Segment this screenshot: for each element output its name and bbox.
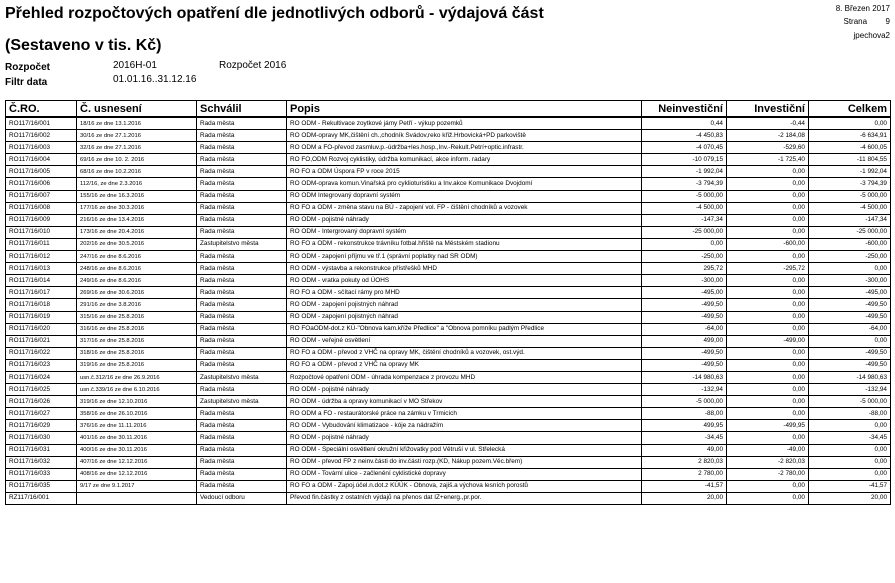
approved-by-cell: Rada města [197, 468, 287, 480]
ro-number-cell: RO117/16/026 [6, 396, 77, 408]
resolution-cell: 177/16 ze dne 30.3.2016 [77, 202, 197, 214]
non-investment-cell: 2 780,00 [642, 468, 727, 480]
table-row [6, 287, 891, 299]
total-cell: -600,00 [809, 238, 891, 250]
total-cell: -499,50 [809, 311, 891, 323]
ro-number-cell: RO117/16/035 [6, 480, 77, 492]
table-row [6, 214, 891, 226]
approved-by-cell: Rada města [197, 359, 287, 371]
description-cell: RO ODM - Vybudování klimatizace - kóje za nádražím [287, 420, 642, 432]
investment-cell: -2 820,03 [727, 456, 809, 468]
non-investment-cell: -64,00 [642, 323, 727, 335]
table-row [6, 480, 891, 492]
total-cell: -3 794,39 [809, 178, 891, 190]
investment-cell: 0,00 [727, 287, 809, 299]
ro-number-cell: RO117/16/031 [6, 444, 77, 456]
non-investment-cell: -4 450,83 [642, 130, 727, 142]
ro-number-cell: RO117/16/018 [6, 299, 77, 311]
col-header-resolution: Č. usnesení [77, 101, 197, 118]
non-investment-cell: -10 079,15 [642, 154, 727, 166]
resolution-cell: 291/16 ze dne 3.8.2016 [77, 299, 197, 311]
approved-by-cell: Rada města [197, 432, 287, 444]
investment-cell: -499,00 [727, 335, 809, 347]
table-row [6, 468, 891, 480]
table-row [6, 456, 891, 468]
resolution-cell: 401/16 ze dne 30.11.2016 [77, 432, 197, 444]
table-row [6, 335, 891, 347]
total-cell: -5 000,00 [809, 190, 891, 202]
resolution-cell: 400/16 ze dne 30.11.2016 [77, 444, 197, 456]
col-header-total: Celkem [809, 101, 891, 118]
description-cell: RO FO a ODM - Zapoj.účel.n.dot.z KÚÚK - Obnova, zajiš.a výchova lesních porostů [287, 480, 642, 492]
non-investment-cell: -14 980,63 [642, 371, 727, 383]
description-cell: RO ODM a FO-převod zasmluv.p.-údržba+les.hosp.,Inv.-Rekult.Petrí+optic.infrastr. [287, 142, 642, 154]
resolution-cell: 408/16 ze dne 12.12.2016 [77, 468, 197, 480]
description-cell: RO ODM a FO - restaurátorské práce na zámku v Trmicích [287, 408, 642, 420]
approved-by-cell: Rada města [197, 408, 287, 420]
resolution-cell: 68/16 ze dne 10.2.2016 [77, 166, 197, 178]
investment-cell: 0,00 [727, 311, 809, 323]
ro-number-cell: RO117/16/009 [6, 214, 77, 226]
table-row [6, 384, 891, 396]
col-header-approved-by: Schválil [197, 101, 287, 118]
investment-cell: 0,00 [727, 299, 809, 311]
approved-by-cell: Rada města [197, 190, 287, 202]
non-investment-cell: -132,94 [642, 384, 727, 396]
investment-cell: -295,72 [727, 263, 809, 275]
table-row [6, 130, 891, 142]
investment-cell: 0,00 [727, 251, 809, 263]
non-investment-cell: -499,50 [642, 347, 727, 359]
description-cell: RO ODM - výstavba a rekonstrukce přístřešků MHD [287, 263, 642, 275]
resolution-cell: 319/16 ze dne 25.8.2016 [77, 359, 197, 371]
description-cell: RO FO a ODM - rekonstrukce trávníku fotbal.hřiště na Městském stadionu [287, 238, 642, 250]
total-cell: -250,00 [809, 251, 891, 263]
approved-by-cell: Rada města [197, 251, 287, 263]
ro-number-cell: RO117/16/027 [6, 408, 77, 420]
non-investment-cell: 499,95 [642, 420, 727, 432]
total-cell: -6 634,91 [809, 130, 891, 142]
non-investment-cell: -41,57 [642, 480, 727, 492]
resolution-cell: 376/16 ze dne 11.11.2016 [77, 420, 197, 432]
ro-number-cell: RZ117/16/001 [6, 492, 77, 504]
description-cell: RO ODM - zapojení pojistných náhrad [287, 299, 642, 311]
total-cell: -4 600,05 [809, 142, 891, 154]
report-title: Přehled rozpočtových opatření dle jednotlivých odborů - výdajová část [5, 5, 544, 22]
investment-cell: -600,00 [727, 238, 809, 250]
description-cell: RO ODM - zapojení pojistných náhrad [287, 311, 642, 323]
investment-cell: 0,00 [727, 371, 809, 383]
total-cell: -34,45 [809, 432, 891, 444]
page-label: Strana [843, 17, 868, 26]
investment-cell: 0,00 [727, 432, 809, 444]
table-row [6, 408, 891, 420]
total-cell: -5 000,00 [809, 396, 891, 408]
table-row [6, 202, 891, 214]
approved-by-cell: Zastupitelstvo města [197, 371, 287, 383]
non-investment-cell: -25 000,00 [642, 226, 727, 238]
ro-number-cell: RO117/16/001 [6, 117, 77, 130]
description-cell: RO FOaODM-dot.z KÚ-"Obnova kam.kříže Předlice" a "Obnova pomníku padlým Předlice [287, 323, 642, 335]
resolution-cell: 316/16 ze dne 25.8.2016 [77, 323, 197, 335]
non-investment-cell: 20,00 [642, 492, 727, 504]
approved-by-cell: Rada města [197, 226, 287, 238]
table-row [6, 432, 891, 444]
table-row [6, 347, 891, 359]
description-cell: RO FO,ODM Rozvoj cyklistiky, údržba komunikací, akce inform. radary [287, 154, 642, 166]
resolution-cell: 315/16 ze dne 25.8.2016 [77, 311, 197, 323]
table-header-row [6, 101, 891, 118]
ro-number-cell: RO117/16/003 [6, 142, 77, 154]
total-cell: -14 980,63 [809, 371, 891, 383]
description-cell: RO ODM - pojistné náhrady [287, 384, 642, 396]
ro-number-cell: RO117/16/024 [6, 371, 77, 383]
ro-number-cell: RO117/16/014 [6, 275, 77, 287]
approved-by-cell: Rada města [197, 142, 287, 154]
ro-number-cell: RO117/16/006 [6, 178, 77, 190]
resolution-cell: 155/16 ze dne 16.3.2016 [77, 190, 197, 202]
approved-by-cell: Rada města [197, 335, 287, 347]
investment-cell: 0,00 [727, 226, 809, 238]
approved-by-cell: Rada města [197, 299, 287, 311]
report-date: 8. Březen 2017 [835, 4, 890, 13]
non-investment-cell: -5 000,00 [642, 396, 727, 408]
table-row [6, 311, 891, 323]
approved-by-cell: Rada města [197, 420, 287, 432]
description-cell: RO ODM-opravy MK,čištění ch.,chodník Svádov,reko křiž.Hrbovická+PD parkoviště [287, 130, 642, 142]
investment-cell: -49,00 [727, 444, 809, 456]
non-investment-cell: -1 992,04 [642, 166, 727, 178]
page-number: 9 [885, 17, 890, 26]
total-cell: 0,00 [809, 420, 891, 432]
ro-number-cell: RO117/16/012 [6, 251, 77, 263]
table-row [6, 323, 891, 335]
ro-number-cell: RO117/16/033 [6, 468, 77, 480]
ro-number-cell: RO117/16/011 [6, 238, 77, 250]
non-investment-cell: -4 500,00 [642, 202, 727, 214]
table-row [6, 142, 891, 154]
investment-cell: 0,00 [727, 190, 809, 202]
approved-by-cell: Rada města [197, 311, 287, 323]
table-row [6, 371, 891, 383]
investment-cell: 0,00 [727, 480, 809, 492]
approved-by-cell: Rada města [197, 347, 287, 359]
approved-by-cell: Rada města [197, 323, 287, 335]
col-header-investment: Investiční [727, 101, 809, 118]
total-cell: 0,00 [809, 444, 891, 456]
table-row [6, 166, 891, 178]
approved-by-cell: Zastupitelstvo města [197, 396, 287, 408]
resolution-cell: usn.č.312/16 ze dne 26.9.2016 [77, 371, 197, 383]
ro-number-cell: RO117/16/004 [6, 154, 77, 166]
total-cell: -495,00 [809, 287, 891, 299]
table-row [6, 190, 891, 202]
investment-cell: 0,00 [727, 384, 809, 396]
approved-by-cell: Rada města [197, 444, 287, 456]
investment-cell: -499,95 [727, 420, 809, 432]
budget-label: Rozpočet [5, 62, 50, 73]
table-row [6, 154, 891, 166]
ro-number-cell: RO117/16/022 [6, 347, 77, 359]
description-cell: RO ODM - převod FP z neinv.části do inv.části rozp.(KD, Nákup pozem.Věc.břem) [287, 456, 642, 468]
description-cell: RO ODM - pojistné náhrady [287, 432, 642, 444]
ro-number-cell: RO117/16/010 [6, 226, 77, 238]
approved-by-cell: Rada města [197, 154, 287, 166]
approved-by-cell: Rada města [197, 202, 287, 214]
description-cell: RO ODM - veřejné osvětlení [287, 335, 642, 347]
description-cell: RO ODM-oprava komun.Vinařská pro cyklioturistiku a Inv.akce Komunikace Dvojdomí [287, 178, 642, 190]
description-cell: Rozpočtové opatření ODM - úhrada kompenzace z provozu MHD [287, 371, 642, 383]
resolution-cell: 30/16 ze dne 27.1.2016 [77, 130, 197, 142]
total-cell: -499,50 [809, 359, 891, 371]
non-investment-cell: -147,34 [642, 214, 727, 226]
report-subtitle: (Sestaveno v tis. Kč) [5, 37, 162, 54]
table-row [6, 263, 891, 275]
total-cell: -41,57 [809, 480, 891, 492]
investment-cell: 0,00 [727, 166, 809, 178]
non-investment-cell: -499,50 [642, 299, 727, 311]
total-cell: 0,00 [809, 117, 891, 130]
table-row [6, 299, 891, 311]
approved-by-cell: Rada města [197, 178, 287, 190]
investment-cell: 0,00 [727, 396, 809, 408]
resolution-cell: 269/16 ze dne 30.6.2016 [77, 287, 197, 299]
ro-number-cell: RO117/16/029 [6, 420, 77, 432]
total-cell: -499,50 [809, 299, 891, 311]
ro-number-cell: RO117/16/020 [6, 323, 77, 335]
total-cell: 20,00 [809, 492, 891, 504]
non-investment-cell: 0,00 [642, 238, 727, 250]
budget-code: 2016H-01 [113, 60, 157, 71]
table-row [6, 396, 891, 408]
table-row [6, 117, 891, 130]
resolution-cell: 202/16 ze dne 30.5.2016 [77, 238, 197, 250]
investment-cell: 0,00 [727, 275, 809, 287]
total-cell: -88,00 [809, 408, 891, 420]
ro-number-cell: RO117/16/007 [6, 190, 77, 202]
non-investment-cell: -499,50 [642, 311, 727, 323]
resolution-cell: 9/17 ze dne 9.1.2017 [77, 480, 197, 492]
resolution-cell [77, 492, 197, 504]
col-header-ro: Č.RO. [6, 101, 77, 118]
investment-cell: 0,00 [727, 323, 809, 335]
table-row [6, 444, 891, 456]
total-cell: 0,00 [809, 468, 891, 480]
approved-by-cell: Rada města [197, 214, 287, 226]
total-cell: 0,00 [809, 263, 891, 275]
resolution-cell: usn.č.339/16 ze dne 6.10.2016 [77, 384, 197, 396]
table-row [6, 420, 891, 432]
ro-number-cell: RO117/16/030 [6, 432, 77, 444]
description-cell: RO FO a ODM - převod z VHČ na opravy MK, čištění chodníků a vozovek, ost.výd. [287, 347, 642, 359]
non-investment-cell: -250,00 [642, 251, 727, 263]
approved-by-cell: Rada města [197, 384, 287, 396]
investment-cell: 0,00 [727, 202, 809, 214]
table-row [6, 492, 891, 504]
total-cell: -64,00 [809, 323, 891, 335]
ro-number-cell: RO117/16/017 [6, 287, 77, 299]
approved-by-cell: Rada města [197, 130, 287, 142]
investment-cell: 0,00 [727, 347, 809, 359]
total-cell: -132,94 [809, 384, 891, 396]
ro-number-cell: RO117/16/025 [6, 384, 77, 396]
resolution-cell: 18/16 ze dne 13.1.2016 [77, 117, 197, 130]
total-cell: 0,00 [809, 335, 891, 347]
non-investment-cell: 295,72 [642, 263, 727, 275]
table-row [6, 251, 891, 263]
investment-cell: -529,60 [727, 142, 809, 154]
ro-number-cell: RO117/16/005 [6, 166, 77, 178]
approved-by-cell: Rada města [197, 263, 287, 275]
resolution-cell: 319/16 ze dne 12.10.2016 [77, 396, 197, 408]
ro-number-cell: RO117/16/013 [6, 263, 77, 275]
description-cell: RO FO a ODM Úspora FP v roce 2015 [287, 166, 642, 178]
approved-by-cell: Rada města [197, 275, 287, 287]
table-row [6, 178, 891, 190]
resolution-cell: 407/16 ze dne 12.12.2016 [77, 456, 197, 468]
resolution-cell: 216/16 ze dne 13.4.2016 [77, 214, 197, 226]
total-cell: -1 992,04 [809, 166, 891, 178]
resolution-cell: 249/16 ze dne 8.6.2016 [77, 275, 197, 287]
ro-number-cell: RO117/16/019 [6, 311, 77, 323]
non-investment-cell: 499,00 [642, 335, 727, 347]
description-cell: Převod fin.částky z ostatních výdajů na přenos dat IZ+energ.,pr.por. [287, 492, 642, 504]
resolution-cell: 317/16 ze dne 25.8.2016 [77, 335, 197, 347]
approved-by-cell: Rada města [197, 117, 287, 130]
resolution-cell: 248/16 ze dne 8.6.2016 [77, 263, 197, 275]
description-cell: RO FO a ODM - změna stavu na BÚ - zapojení vol. FP - čištění chodníků a vozovek [287, 202, 642, 214]
non-investment-cell: -34,45 [642, 432, 727, 444]
description-cell: RO FO a ODM - převod z VHČ na opravy MK [287, 359, 642, 371]
approved-by-cell: Rada města [197, 287, 287, 299]
description-cell: RO ODM - vratka pokuty od ÚOHS [287, 275, 642, 287]
investment-cell: -0,44 [727, 117, 809, 130]
page-indicator [844, 16, 891, 27]
non-investment-cell: -5 000,00 [642, 190, 727, 202]
description-cell: RO ODM - Speciální osvětlení okružní křižovatky pod Větruší v ul. Střelecká [287, 444, 642, 456]
resolution-cell: 69/16 ze dne 10. 2. 2016 [77, 154, 197, 166]
approved-by-cell: Rada města [197, 480, 287, 492]
approved-by-cell: Vedoucí odboru [197, 492, 287, 504]
table-row [6, 238, 891, 250]
table-row [6, 226, 891, 238]
non-investment-cell: -4 070,45 [642, 142, 727, 154]
description-cell: RO FO a ODM - sčítací rámy pro MHD [287, 287, 642, 299]
resolution-cell: 318/16 ze dne 25.8.2016 [77, 347, 197, 359]
ro-number-cell: RO117/16/008 [6, 202, 77, 214]
description-cell: RO ODM Integrovaný dopravní systém [287, 190, 642, 202]
description-cell: RO ODM - zapojení příjmu ve tř.1 (správní poplatky nad SR ODM) [287, 251, 642, 263]
filter-label: Filtr data [5, 77, 48, 88]
description-cell: RO ODM - Intergrovaný dopravní systém [287, 226, 642, 238]
col-header-non-investment: Neinvestiční [642, 101, 727, 118]
non-investment-cell: -499,50 [642, 359, 727, 371]
non-investment-cell: 0,44 [642, 117, 727, 130]
col-header-description: Popis [287, 101, 642, 118]
report-user: jpechova2 [853, 31, 890, 40]
non-investment-cell: -88,00 [642, 408, 727, 420]
table-row [6, 359, 891, 371]
description-cell: RO ODM - pojistné náhrady [287, 214, 642, 226]
resolution-cell: 247/16 ze dne 8.6.2016 [77, 251, 197, 263]
total-cell: -11 804,55 [809, 154, 891, 166]
total-cell: -499,50 [809, 347, 891, 359]
non-investment-cell: -495,00 [642, 287, 727, 299]
budget-name: Rozpočet 2016 [219, 60, 287, 71]
resolution-cell: 358/16 ze dne 26.10.2016 [77, 408, 197, 420]
description-cell: RO ODM - Tovární ulice - začlenění cyklistické dopravy [287, 468, 642, 480]
non-investment-cell: 49,00 [642, 444, 727, 456]
budget-measures-table [5, 100, 891, 505]
ro-number-cell: RO117/16/002 [6, 130, 77, 142]
investment-cell: -2 184,08 [727, 130, 809, 142]
approved-by-cell: Rada města [197, 456, 287, 468]
investment-cell: -2 780,00 [727, 468, 809, 480]
total-cell: 0,00 [809, 456, 891, 468]
non-investment-cell: -3 794,39 [642, 178, 727, 190]
investment-cell: 0,00 [727, 492, 809, 504]
approved-by-cell: Rada města [197, 166, 287, 178]
ro-number-cell: RO117/16/023 [6, 359, 77, 371]
resolution-cell: 173/16 ze dne 20.4.2016 [77, 226, 197, 238]
resolution-cell: 32/16 ze dne 27.1.2016 [77, 142, 197, 154]
filter-value: 01.01.16..31.12.16 [113, 74, 197, 85]
investment-cell: 0,00 [727, 359, 809, 371]
total-cell: -4 500,00 [809, 202, 891, 214]
description-cell: RO ODM - údržba a opravy komunikací v MO Střekov [287, 396, 642, 408]
non-investment-cell: 2 820,03 [642, 456, 727, 468]
investment-cell: 0,00 [727, 408, 809, 420]
non-investment-cell: -300,00 [642, 275, 727, 287]
table-row [6, 275, 891, 287]
total-cell: -300,00 [809, 275, 891, 287]
ro-number-cell: RO117/16/021 [6, 335, 77, 347]
total-cell: -25 000,00 [809, 226, 891, 238]
description-cell: RO ODM - Rekultivace zoytkové jámy Petří - výkup pozemků [287, 117, 642, 130]
total-cell: -147,34 [809, 214, 891, 226]
ro-number-cell: RO117/16/032 [6, 456, 77, 468]
investment-cell: -1 725,40 [727, 154, 809, 166]
approved-by-cell: Zastupitelstvo města [197, 238, 287, 250]
investment-cell: 0,00 [727, 214, 809, 226]
resolution-cell: 112/16, ze dne 2.3.2016 [77, 178, 197, 190]
investment-cell: 0,00 [727, 178, 809, 190]
